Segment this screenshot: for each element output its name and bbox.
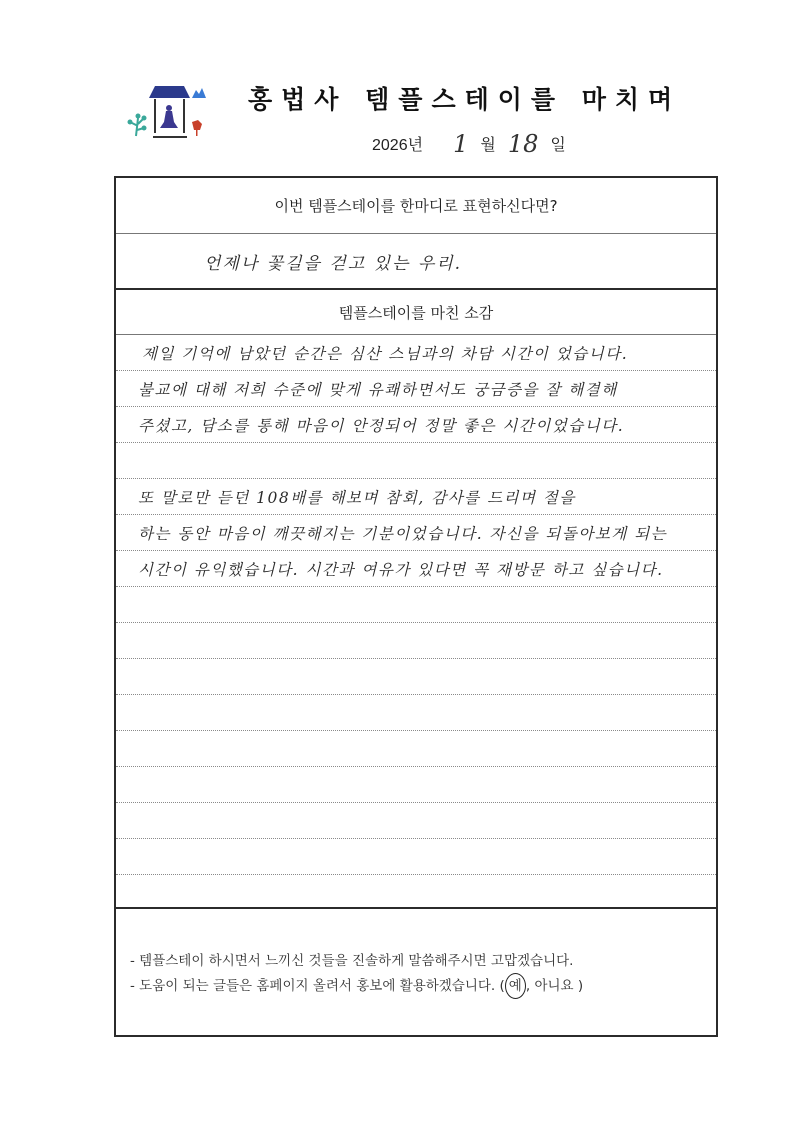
- ruled-line: [116, 335, 716, 371]
- ruled-line: [116, 515, 716, 551]
- ruled-line: [116, 803, 716, 839]
- ruled-line: [116, 443, 716, 479]
- footer-note-homepage-consent: [130, 973, 716, 999]
- impressions-writing-area[interactable]: [116, 335, 716, 909]
- ruled-line: [116, 371, 716, 407]
- question-answer-text: 언제나 꽃길을 걷고 있는 우리.: [204, 253, 463, 274]
- impressions-header: [116, 290, 716, 335]
- date-day-value: 18: [507, 130, 539, 158]
- ruled-line: [116, 479, 716, 515]
- handwritten-text: 또 말로만 듣던 108배를 해보며 참회, 감사를 드리며 절을: [138, 488, 576, 507]
- ruled-line: [116, 875, 716, 911]
- date-month-label: 월: [480, 137, 496, 154]
- ruled-line: [116, 587, 716, 623]
- handwritten-text: 시간이 유익했습니다. 시간과 여유가 있다면 꼭 재방문 하고 싶습니다.: [138, 560, 664, 579]
- page-title: 홍법사 템플스테이를 마치며: [248, 85, 682, 114]
- handwritten-text: 제일 기억에 남았던 순간은 심산 스님과의 차담 시간이 었습니다.: [142, 344, 629, 363]
- question-answer-field[interactable]: [116, 234, 716, 290]
- question-header: [116, 178, 716, 234]
- consent-no-option[interactable]: 아니요: [534, 978, 574, 994]
- ruled-line: [116, 623, 716, 659]
- footer-note-honest-feedback: - 템플스테이 하시면서 느끼신 것들을 진솔하게 말씀해주시면 고맙겠습니다.: [130, 953, 574, 969]
- temple-buddha-logo-icon: [122, 78, 217, 148]
- footer-notes: [116, 909, 716, 1035]
- date-row: [372, 128, 566, 156]
- consent-close-paren: ): [573, 978, 584, 994]
- consent-separator: ,: [525, 978, 535, 994]
- consent-text: - 도움이 되는 글들은 홈페이지 올려서 홍보에 활용하겠습니다. (: [130, 978, 505, 994]
- handwritten-text: 주셨고, 담소를 통해 마음이 안정되어 정말 좋은 시간이었습니다.: [138, 416, 625, 435]
- consent-yes-option[interactable]: 예: [505, 973, 526, 999]
- ruled-line: [116, 551, 716, 587]
- date-year: 2026년: [372, 137, 424, 154]
- ruled-line: [116, 695, 716, 731]
- ruled-line: [116, 767, 716, 803]
- handwritten-text: 불교에 대해 저희 수준에 맞게 유쾌하면서도 궁금증을 잘 해결해: [138, 380, 618, 399]
- ruled-line: [116, 839, 716, 875]
- ruled-line: [116, 731, 716, 767]
- handwritten-text: 하는 동안 마음이 깨끗해지는 기분이었습니다. 자신을 되돌아보게 되는: [138, 524, 668, 543]
- feedback-form: [114, 176, 718, 1037]
- ruled-line: [116, 659, 716, 695]
- impressions-label: 템플스테이를 마친 소감: [338, 303, 494, 322]
- question-label: 이번 템플스테이를 한마디로 표현하신다면?: [274, 197, 558, 215]
- date-day-label: 일: [550, 137, 566, 154]
- date-month-value: 1: [453, 130, 469, 158]
- ruled-line: [116, 407, 716, 443]
